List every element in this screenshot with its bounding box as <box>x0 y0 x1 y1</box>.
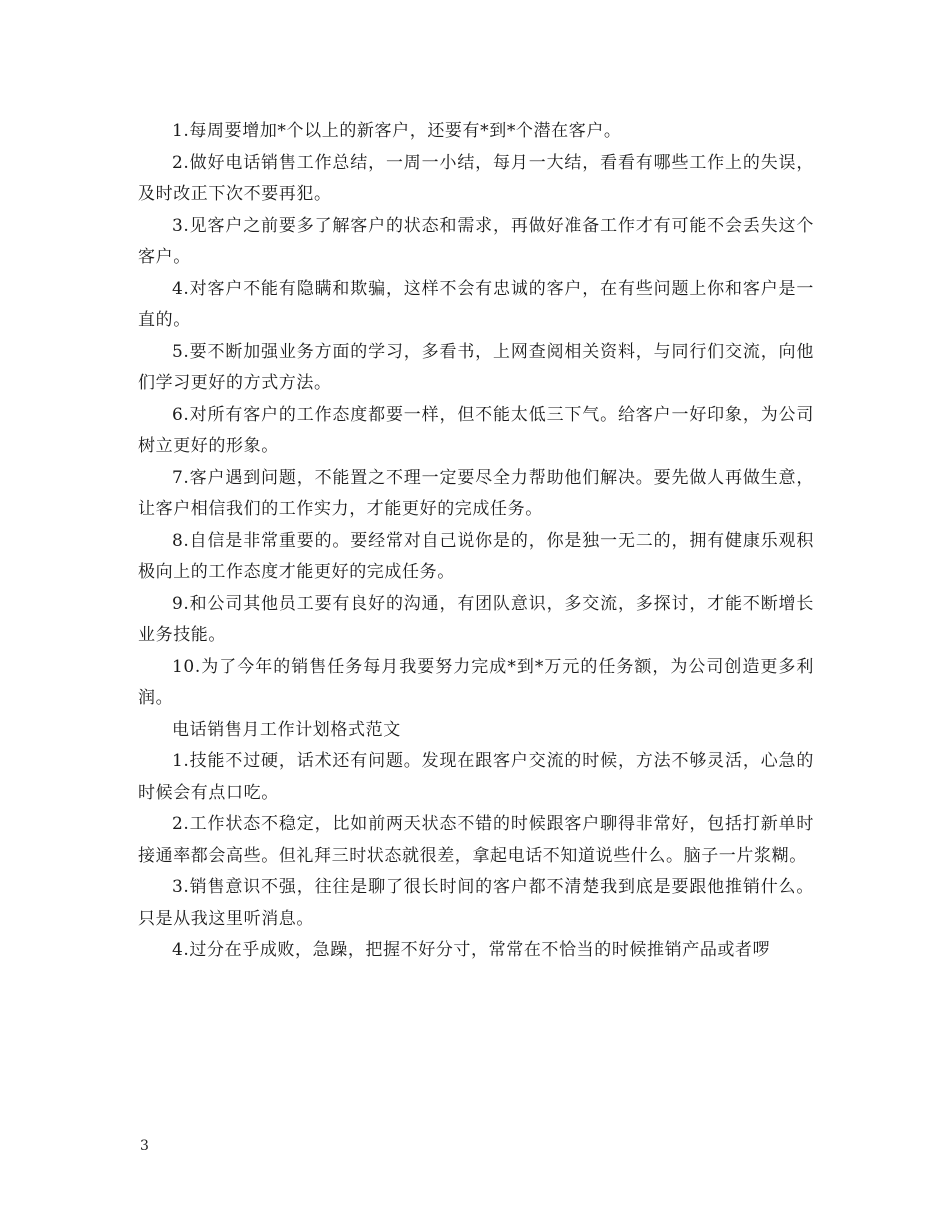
section-paragraph-3: 3.销售意识不强，往往是聊了很长时间的客户都不清楚我到底是要跟他推销什么。只是从我这里听消息。 <box>138 877 814 929</box>
paragraph-3: 3.见客户之前要多了解客户的状态和需求，再做好准备工作才有可能不会丢失这个客户。 <box>138 215 814 267</box>
paragraph-9: 9.和公司其他员工要有良好的沟通，有团队意识，多交流，多探讨，才能不断增长业务技能。 <box>138 593 814 645</box>
paragraph-5: 5.要不断加强业务方面的学习，多看书，上网查阅相关资料，与同行们交流，向他们学习更好的方式方法。 <box>138 341 814 393</box>
paragraph-4: 4.对客户不能有隐瞒和欺骗，这样不会有忠诚的客户，在有些问题上你和客户是一直的。 <box>138 278 814 330</box>
paragraph-2: 2.做好电话销售工作总结，一周一小结，每月一大结，看看有哪些工作上的失误，及时改正下次不要再犯。 <box>138 152 814 204</box>
paragraph-10: 10.为了今年的销售任务每月我要努力完成*到*万元的任务额，为公司创造更多利润。 <box>138 656 814 708</box>
paragraph-8: 8.自信是非常重要的。要经常对自己说你是的，你是独一无二的，拥有健康乐观积极向上的工作态度才能更好的完成任务。 <box>138 530 814 582</box>
page-number: 3 <box>140 1138 149 1154</box>
paragraph-1: 1.每周要增加*个以上的新客户，还要有*到*个潜在客户。 <box>172 121 622 141</box>
document-body <box>138 116 814 967</box>
paragraph-7: 7.客户遇到问题，不能置之不理一定要尽全力帮助他们解决。要先做人再做生意，让客户相信我们的工作实力，才能更好的完成任务。 <box>138 467 814 519</box>
section-paragraph-4: 4.过分在乎成败，急躁，把握不好分寸，常常在不恰当的时候推销产品或者啰 <box>172 940 771 960</box>
section-heading: 电话销售月工作计划格式范文 <box>172 719 401 740</box>
paragraph-6: 6.对所有客户的工作态度都要一样，但不能太低三下气。给客户一好印象，为公司树立更好的形象。 <box>138 404 814 456</box>
section-paragraph-1: 1.技能不过硬，话术还有问题。发现在跟客户交流的时候，方法不够灵活，心急的时候会有点口吃。 <box>138 751 814 803</box>
section-paragraph-2: 2.工作状态不稳定，比如前两天状态不错的时候跟客户聊得非常好，包括打新单时接通率都会高些。但礼拜三时状态就很差，拿起电话不知道说些什么。脑子一片浆糊。 <box>138 814 814 866</box>
